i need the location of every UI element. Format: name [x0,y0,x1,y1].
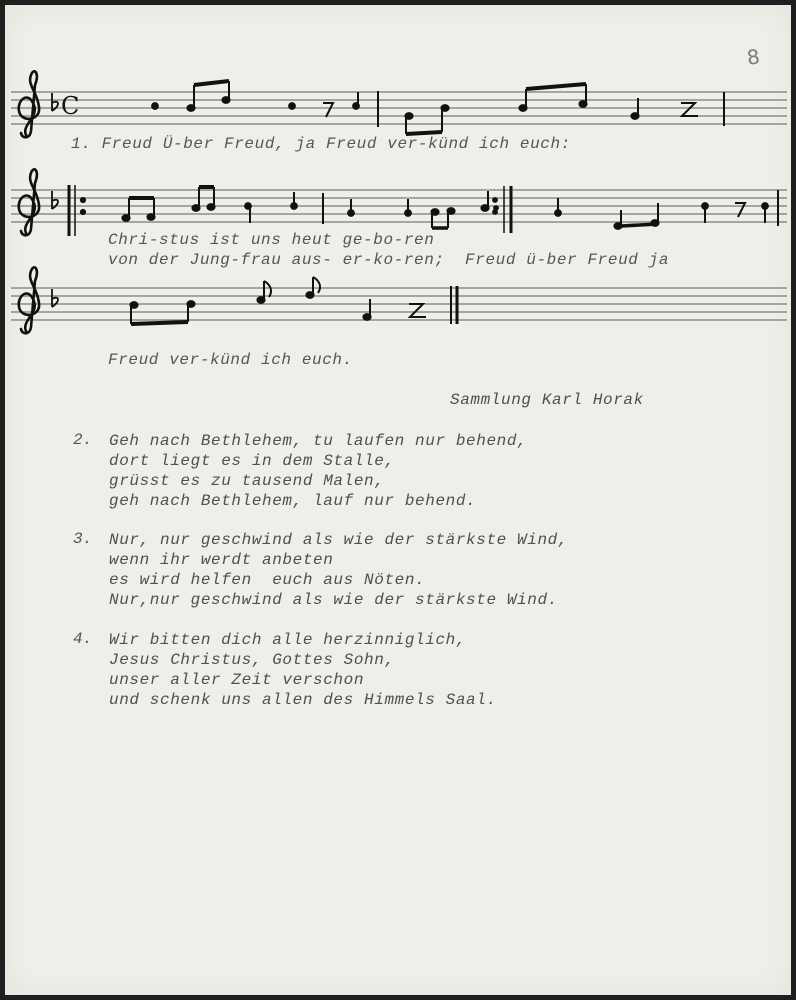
verse-line: unser aller Zeit verschon [109,671,365,689]
verse-line: Jesus Christus, Gottes Sohn, [109,651,395,669]
verse-lines [109,630,497,710]
verse-line: geh nach Bethlehem, lauf nur behend. [109,492,477,510]
treble-clef-icon [19,71,39,137]
verse-line: Nur,nur geschwind als wie der stärkste Wind. [109,591,558,609]
notes-system-3 [131,277,457,324]
song-line-3-lyrics: Freud ver-künd ich euch. [108,351,353,369]
verse-number: 2. [73,431,93,449]
music-staves [5,5,791,345]
source-attribution: Sammlung Karl Horak [450,391,644,409]
notes-system-2 [69,185,778,236]
verse-lines [109,530,568,610]
treble-clef-icon [19,169,39,235]
song-line-2-lyrics-a: Chri-stus ist uns heut ge-bo-ren [108,231,435,249]
verse-line: dort liegt es in dem Stalle, [109,452,395,470]
verse-number: 3. [73,530,93,548]
verse-lines [109,431,527,511]
song-line-1-lyrics: 1. Freud Ü-ber Freud, ja Freud ver-künd ich euch: [71,135,571,153]
verse-number: 4. [73,630,93,648]
verse-line: Wir bitten dich alle herzinniglich, [109,631,467,649]
song-sheet [5,5,791,995]
verse-line: Nur, nur geschwind als wie der stärkste Wind, [109,531,569,549]
flat-sign-icon [52,93,58,307]
verse-line: Geh nach Bethlehem, tu laufen nur behend, [109,432,528,450]
verse-line: und schenk uns allen des Himmels Saal. [109,691,497,709]
common-time-icon: C [61,92,80,120]
verse-line: wenn ihr werdt anbeten [109,551,334,569]
verse-line: grüsst es zu tausend Malen, [109,472,385,490]
page-number-mark: 8 [745,44,762,70]
song-line-2-lyrics-b: von der Jung-frau aus- er-ko-ren; Freud ü-ber Freud ja [108,251,670,269]
treble-clef-icon [19,267,39,333]
verse-line: es wird helfen euch aus Nöten. [109,571,426,589]
